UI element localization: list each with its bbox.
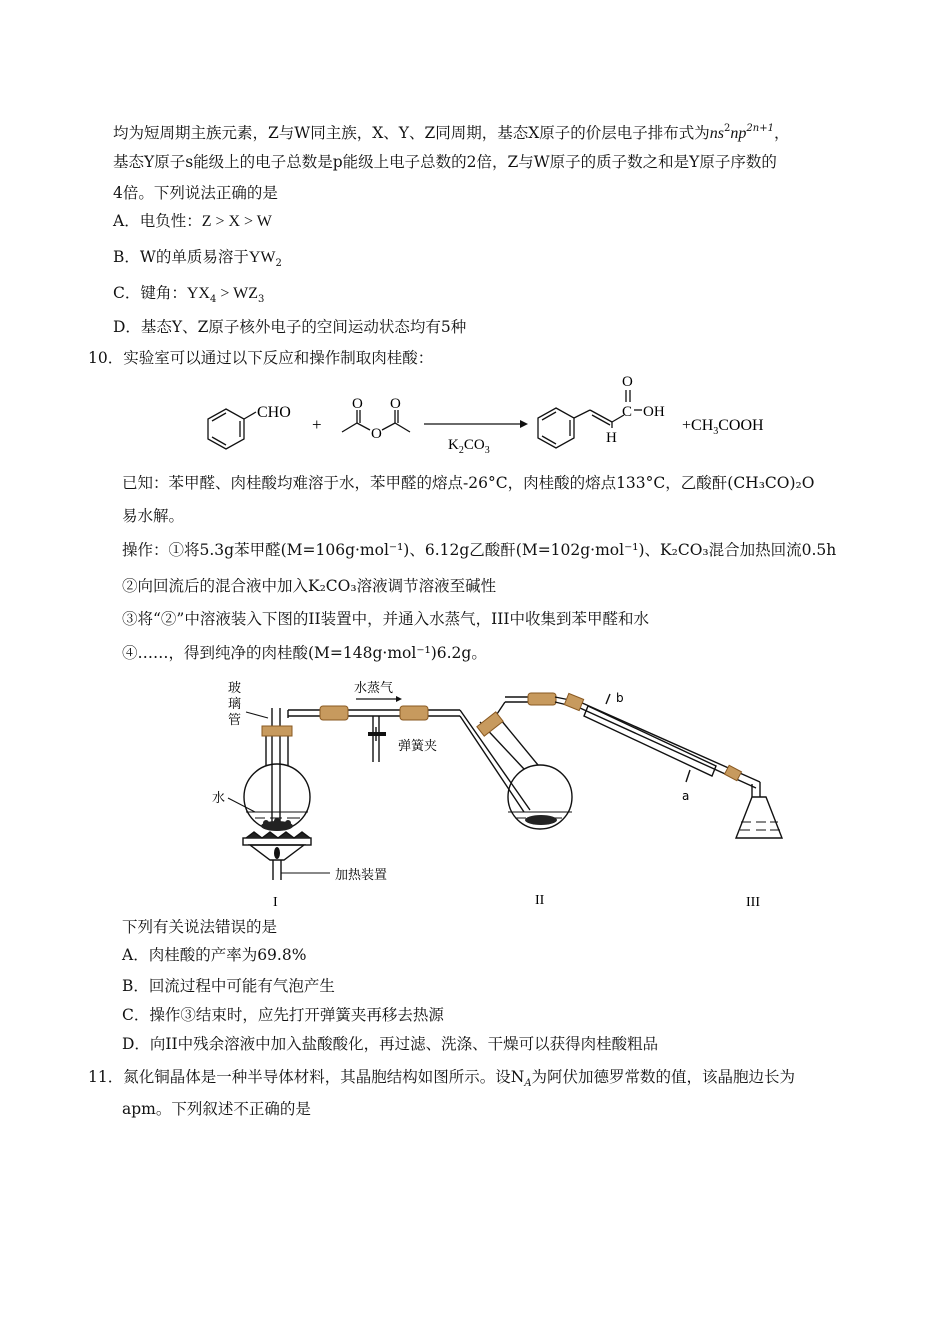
- q9-stem-line3: 4倍。下列说法正确的是: [113, 184, 278, 202]
- glass-tube-label-2: 璃: [228, 697, 242, 712]
- glass-tube-label-3: 管: [228, 713, 242, 728]
- q10-option-b: B．回流过程中可能有气泡产生: [122, 977, 335, 995]
- stopper-flask-one: [262, 726, 292, 736]
- q9-option-a: [113, 210, 272, 233]
- q10-operation-1: 操作：①将5.3g苯甲醛(M=106g·mol⁻¹)、6.12g乙酸酐(M=102g·mol⁻¹)、K₂CO₃混合加热回流0.5h: [122, 541, 837, 559]
- q9-option-b-label: B．W的单质易溶于: [113, 248, 249, 266]
- q9-stem-text-a: 均为短周期主族元素，: [113, 124, 269, 142]
- steam-label: 水蒸气: [354, 681, 394, 696]
- q9-option-c-a-sub: 4: [209, 294, 217, 305]
- q11-stem-line2: apm。下列叙述不正确的是: [122, 1100, 311, 1118]
- distillation-apparatus: [0, 672, 950, 912]
- stopper-joint-1: [320, 706, 348, 720]
- byproduct-label: [682, 417, 764, 437]
- q10-option-d: D．向II中残余溶液中加入盐酸酸化，再过滤、洗涤、干燥可以获得肉桂酸粗品: [122, 1035, 659, 1053]
- q10-option-a: A．肉桂酸的产率为69.8%: [122, 946, 307, 964]
- q9-config-sup1: 2: [724, 123, 731, 134]
- product-o: O: [622, 374, 633, 390]
- q9-config-ns: ns: [709, 125, 725, 142]
- q9-stem-text-c: X、Y、Z同周期，基态X原子的价层电子排布式为: [372, 124, 710, 142]
- q11-stem-text: 氮化铜晶体是一种半导体材料，其晶胞结构如图所示。设N: [123, 1068, 525, 1086]
- catalyst-sub2: 2: [458, 445, 464, 456]
- condenser-outlet-a: a: [682, 789, 690, 803]
- q9-option-c-b: WZ: [233, 285, 258, 302]
- heating-device: [243, 832, 330, 880]
- q9-config-np: np: [730, 125, 747, 142]
- q10-option-c: C．操作③结束时，应先打开弹簧夹再移去热源: [122, 1006, 444, 1024]
- water-label: 水: [212, 791, 226, 806]
- glass-tube-pointer: [246, 712, 268, 718]
- q11-stem-line1: [88, 1066, 795, 1095]
- catalyst-k: K: [448, 437, 459, 453]
- catalyst-sub3: 3: [484, 445, 490, 456]
- q11-number: 11．: [88, 1068, 124, 1086]
- q10-operation-3: ③将“②”中溶液装入下图的II装置中，并通入水蒸气，III中收集到苯甲醛和水: [122, 610, 649, 628]
- q10-operation-2: ②向回流后的混合液中加入K₂CO₃溶液调节溶液至碱性: [122, 577, 497, 595]
- q9-config-sup2: 2n+1: [746, 123, 774, 134]
- anhydride-o-left: O: [352, 396, 363, 412]
- cho-label: CHO: [257, 404, 291, 421]
- flask-two-residue: [525, 815, 557, 825]
- glass-tube-label-1: 玻: [228, 681, 242, 696]
- q9-option-c-b-sub: 3: [257, 294, 265, 305]
- q9-option-b-math: YW: [248, 249, 276, 266]
- q9-option-c-a: YX: [186, 285, 210, 302]
- steam-arrow-head: [396, 696, 402, 702]
- byproduct-sub: 3: [713, 426, 719, 437]
- q11-stem-rest: 为阿伏加德罗常数的值，该晶胞边长为: [531, 1068, 796, 1086]
- reaction-scheme: [0, 372, 950, 462]
- q9-stem-line2: 基态Y原子s能级上的电子总数是p能级上电子总数的2倍，Z与W原子的质子数之和是Y原子序数的: [113, 153, 777, 171]
- product-c: C: [622, 404, 633, 420]
- q9-option-d: D．基态Y、Z原子核外电子的空间运动状态均有5种: [113, 318, 467, 336]
- condenser-inlet-b: b: [616, 691, 624, 705]
- anhydride-o-bridge: O: [371, 426, 382, 442]
- spring-clamp: [368, 732, 386, 736]
- q10-known-line2: 易水解。: [122, 507, 185, 525]
- label-i: I: [273, 895, 278, 910]
- q9-stem-text-b: Z与W同主族，: [268, 124, 373, 142]
- heater-label: 加热装置: [335, 868, 388, 883]
- q9-stem-text-h: ，: [773, 124, 790, 142]
- benzaldehyde-structure: [208, 409, 256, 449]
- water-pointer: [228, 798, 255, 812]
- q10-question: 下列有关说法错误的是: [122, 918, 278, 936]
- anhydride-o-right: O: [390, 396, 401, 412]
- product-oh: OH: [643, 404, 665, 420]
- label-ii: II: [535, 893, 545, 908]
- stopper-joint-3: [528, 693, 556, 705]
- label-iii: III: [746, 895, 760, 910]
- q9-stem-line1: [113, 118, 789, 145]
- q9-option-b-sub: 2: [275, 258, 282, 269]
- byproduct-cooh: COOH: [718, 417, 764, 434]
- heater-flame: [274, 847, 280, 859]
- q9-option-c: [113, 282, 264, 311]
- q11-stem-sub: A: [524, 1078, 532, 1089]
- q10-number: 10．: [88, 349, 124, 367]
- q9-option-a-label: A．电负性：: [113, 212, 202, 230]
- reaction-arrow-head: [520, 420, 528, 428]
- q9-option-b: [113, 246, 282, 275]
- q10-known-line1: 已知：苯甲醛、肉桂酸均难溶于水，苯甲醛的熔点-26°C，肉桂酸的熔点133°C，乙酸酐(CH₃CO)₂O: [122, 474, 815, 492]
- q10-stem-text: 实验室可以通过以下反应和操作制取肉桂酸：: [123, 349, 434, 367]
- catalyst-co: CO: [463, 437, 485, 453]
- plus-sign: +: [312, 415, 322, 434]
- q10-operation-4: ④……，得到纯净的肉桂酸(M=148g·mol⁻¹)6.2g。: [122, 644, 487, 662]
- q10-stem: [88, 347, 433, 369]
- q9-option-c-gt: >: [216, 285, 234, 302]
- catalyst-label: [448, 437, 490, 456]
- q9-option-c-label: C．键角：: [113, 284, 187, 302]
- q9-option-a-math: Z > X > W: [201, 213, 272, 230]
- product-h: H: [606, 430, 617, 446]
- spring-clamp-label: 弹簧夹: [398, 739, 438, 754]
- byproduct-ch: +CH: [682, 417, 714, 434]
- receiving-liquid-dashes: [740, 822, 780, 830]
- stopper-joint-2: [400, 706, 428, 720]
- flask-one-stones: [261, 818, 293, 831]
